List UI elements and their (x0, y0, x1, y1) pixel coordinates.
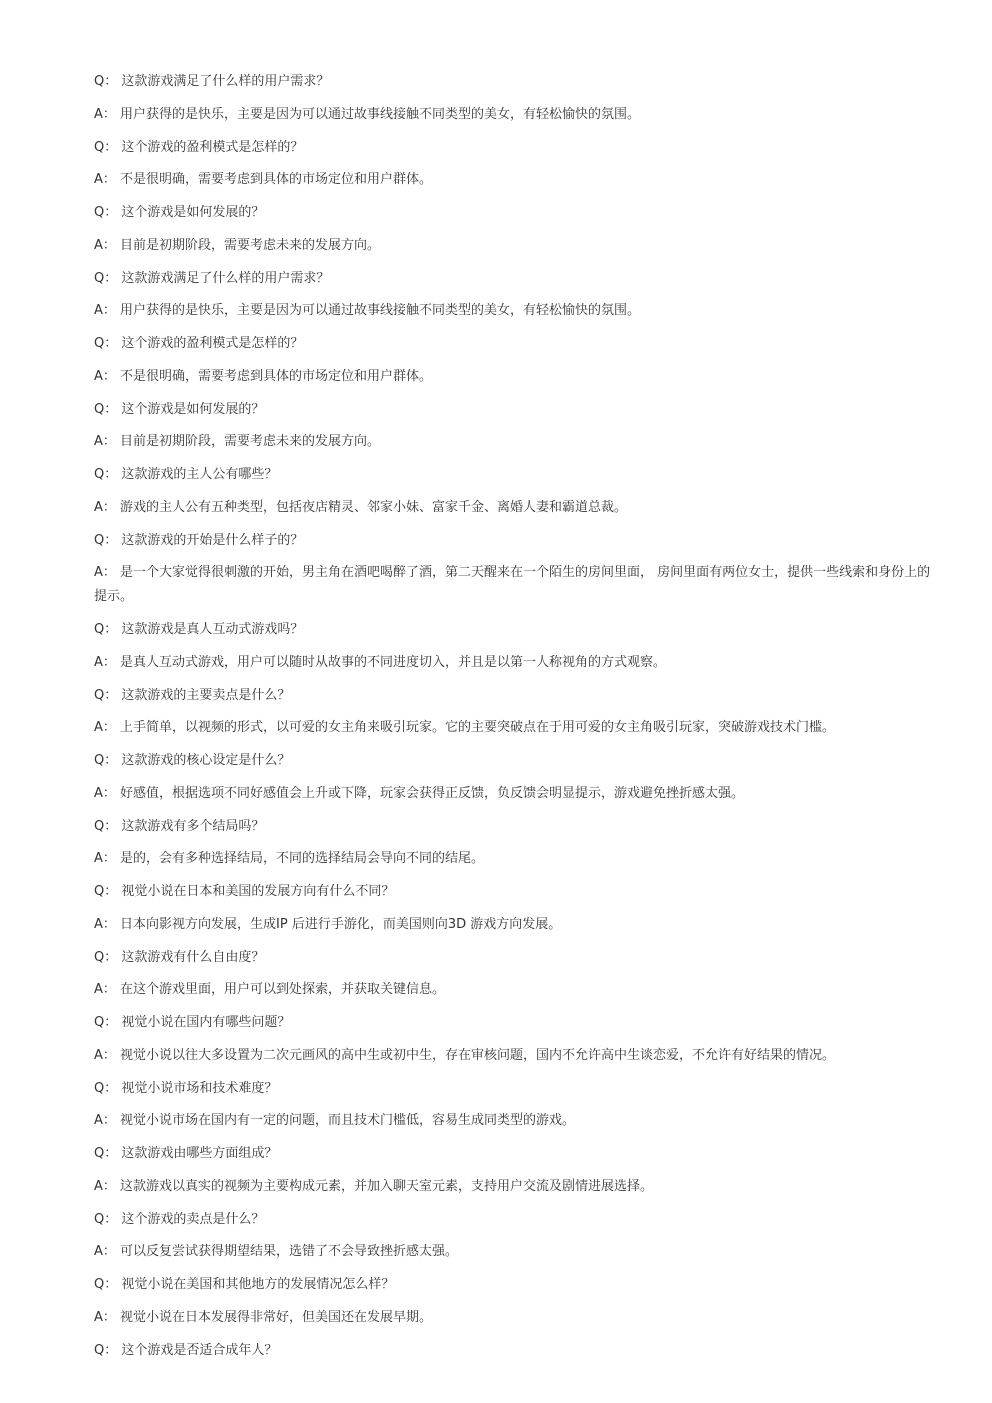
answer-line: A： 游戏的主人公有五种类型，包括夜店精灵、邻家小妹、富家千金、离婚人妻和霸道总裁。 (94, 499, 628, 515)
answer-line: A： 视觉小说以往大多设置为二次元画风的高中生或初中生，存在审核问题，国内不允许高中生谈恋爱，不允许有好结果的情况。 (94, 1047, 836, 1063)
question-line: Q： 这款游戏的核心设定是什么？ (94, 753, 291, 768)
question-line: Q： 这个游戏是如何发展的？ (94, 401, 265, 417)
question-line: Q： 这款游戏由哪些方面组成？ (94, 1146, 278, 1161)
answer-line: A： 是真人互动式游戏，用户可以随时从故事的不同进度切入，并且是以第一人称视角的方式观察。 (94, 654, 667, 670)
question-line: Q： 这款游戏的主要卖点是什么？ (94, 687, 291, 703)
question-line: Q： 这个游戏的盈利模式是怎样的？ (94, 139, 304, 155)
question-line: Q： 视觉小说市场和技术难度？ (94, 1080, 278, 1096)
answer-line: A： 在这个游戏里面，用户可以到处探索，并获取关键信息。 (94, 982, 446, 998)
question-line: Q： 这个游戏的卖点是什么？ (94, 1211, 265, 1227)
qa-list (94, 70, 940, 1371)
question-line: Q： 这款游戏是真人互动式游戏吗？ (94, 622, 304, 637)
question-line: Q： 这款游戏满足了什么样的用户需求？ (94, 74, 330, 89)
question-line: Q： 视觉小说在国内有哪些问题？ (94, 1015, 291, 1030)
answer-line: A： 不是很明确，需要考虑到具体的市场定位和用户群体。 (94, 368, 433, 384)
question-line: Q： 视觉小说在美国和其他地方的发展情况怎么样？ (94, 1277, 395, 1292)
answer-line: A： 用户获得的是快乐，主要是因为可以通过故事线接触不同类型的美女，有轻松愉快的氛围。 (94, 303, 641, 319)
answer-line: A： 是的，会有多种选择结局，不同的选择结局会导向不同的结尾。 (94, 851, 485, 867)
answer-line: A： 视觉小说在日本发展得非常好，但美国还在发展早期。 (94, 1309, 433, 1325)
answer-line: A： 上手简单，以视频的形式，以可爱的女主角来吸引玩家。它的主要突破点在于用可爱的女主角吸引玩家，突破游戏技术门槛。 (94, 720, 836, 736)
answer-line: A： 日本向影视方向发展，生成IP 后进行手游化，而美国则向3D 游戏方向发展。 (94, 916, 562, 932)
answer-line: A： 可以反复尝试获得期望结果，选错了不会导致挫折感太强。 (94, 1244, 459, 1260)
question-line: Q： 这个游戏的盈利模式是怎样的？ (94, 336, 304, 351)
answer-line: A： 不是很明确，需要考虑到具体的市场定位和用户群体。 (94, 172, 433, 188)
answer-line: A： 好感值，根据选项不同好感值会上升或下降，玩家会获得正反馈，负反馈会明显提示，游戏避免挫折感太强。 (94, 785, 745, 801)
question-line: Q： 这款游戏有什么自由度？ (94, 949, 265, 965)
answer-line: A： 这款游戏以真实的视频为主要构成元素，并加入聊天室元素，支持用户交流及剧情进展选择。 (94, 1178, 654, 1194)
question-line: Q： 这款游戏的开始是什么样子的？ (94, 532, 304, 548)
answer-line: A： 目前是初期阶段，需要考虑未来的发展方向。 (94, 237, 381, 253)
question-line: Q： 这个游戏是否适合成年人？ (94, 1342, 278, 1358)
question-line: Q： 视觉小说在日本和美国的发展方向有什么不同？ (94, 884, 395, 899)
answer-line: A： 是一个大家觉得很刺激的开始，男主角在酒吧喝醉了酒，第二天醒来在一个陌生的房间里面， 房间里面有两位女士，提供一些线索和身份上的提示。 (94, 565, 931, 605)
answer-line: A： 视觉小说市场在国内有一定的问题，而且技术门槛低，容易生成同类型的游戏。 (94, 1113, 576, 1129)
question-line: Q： 这个游戏是如何发展的？ (94, 205, 265, 220)
answer-line: A： 目前是初期阶段，需要考虑未来的发展方向。 (94, 434, 381, 450)
question-line: Q： 这款游戏的主人公有哪些？ (94, 467, 278, 482)
question-line: Q： 这款游戏有多个结局吗？ (94, 818, 265, 834)
question-line: Q： 这款游戏满足了什么样的用户需求？ (94, 270, 330, 286)
answer-line: A： 用户获得的是快乐，主要是因为可以通过故事线接触不同类型的美女，有轻松愉快的氛围。 (94, 106, 641, 122)
